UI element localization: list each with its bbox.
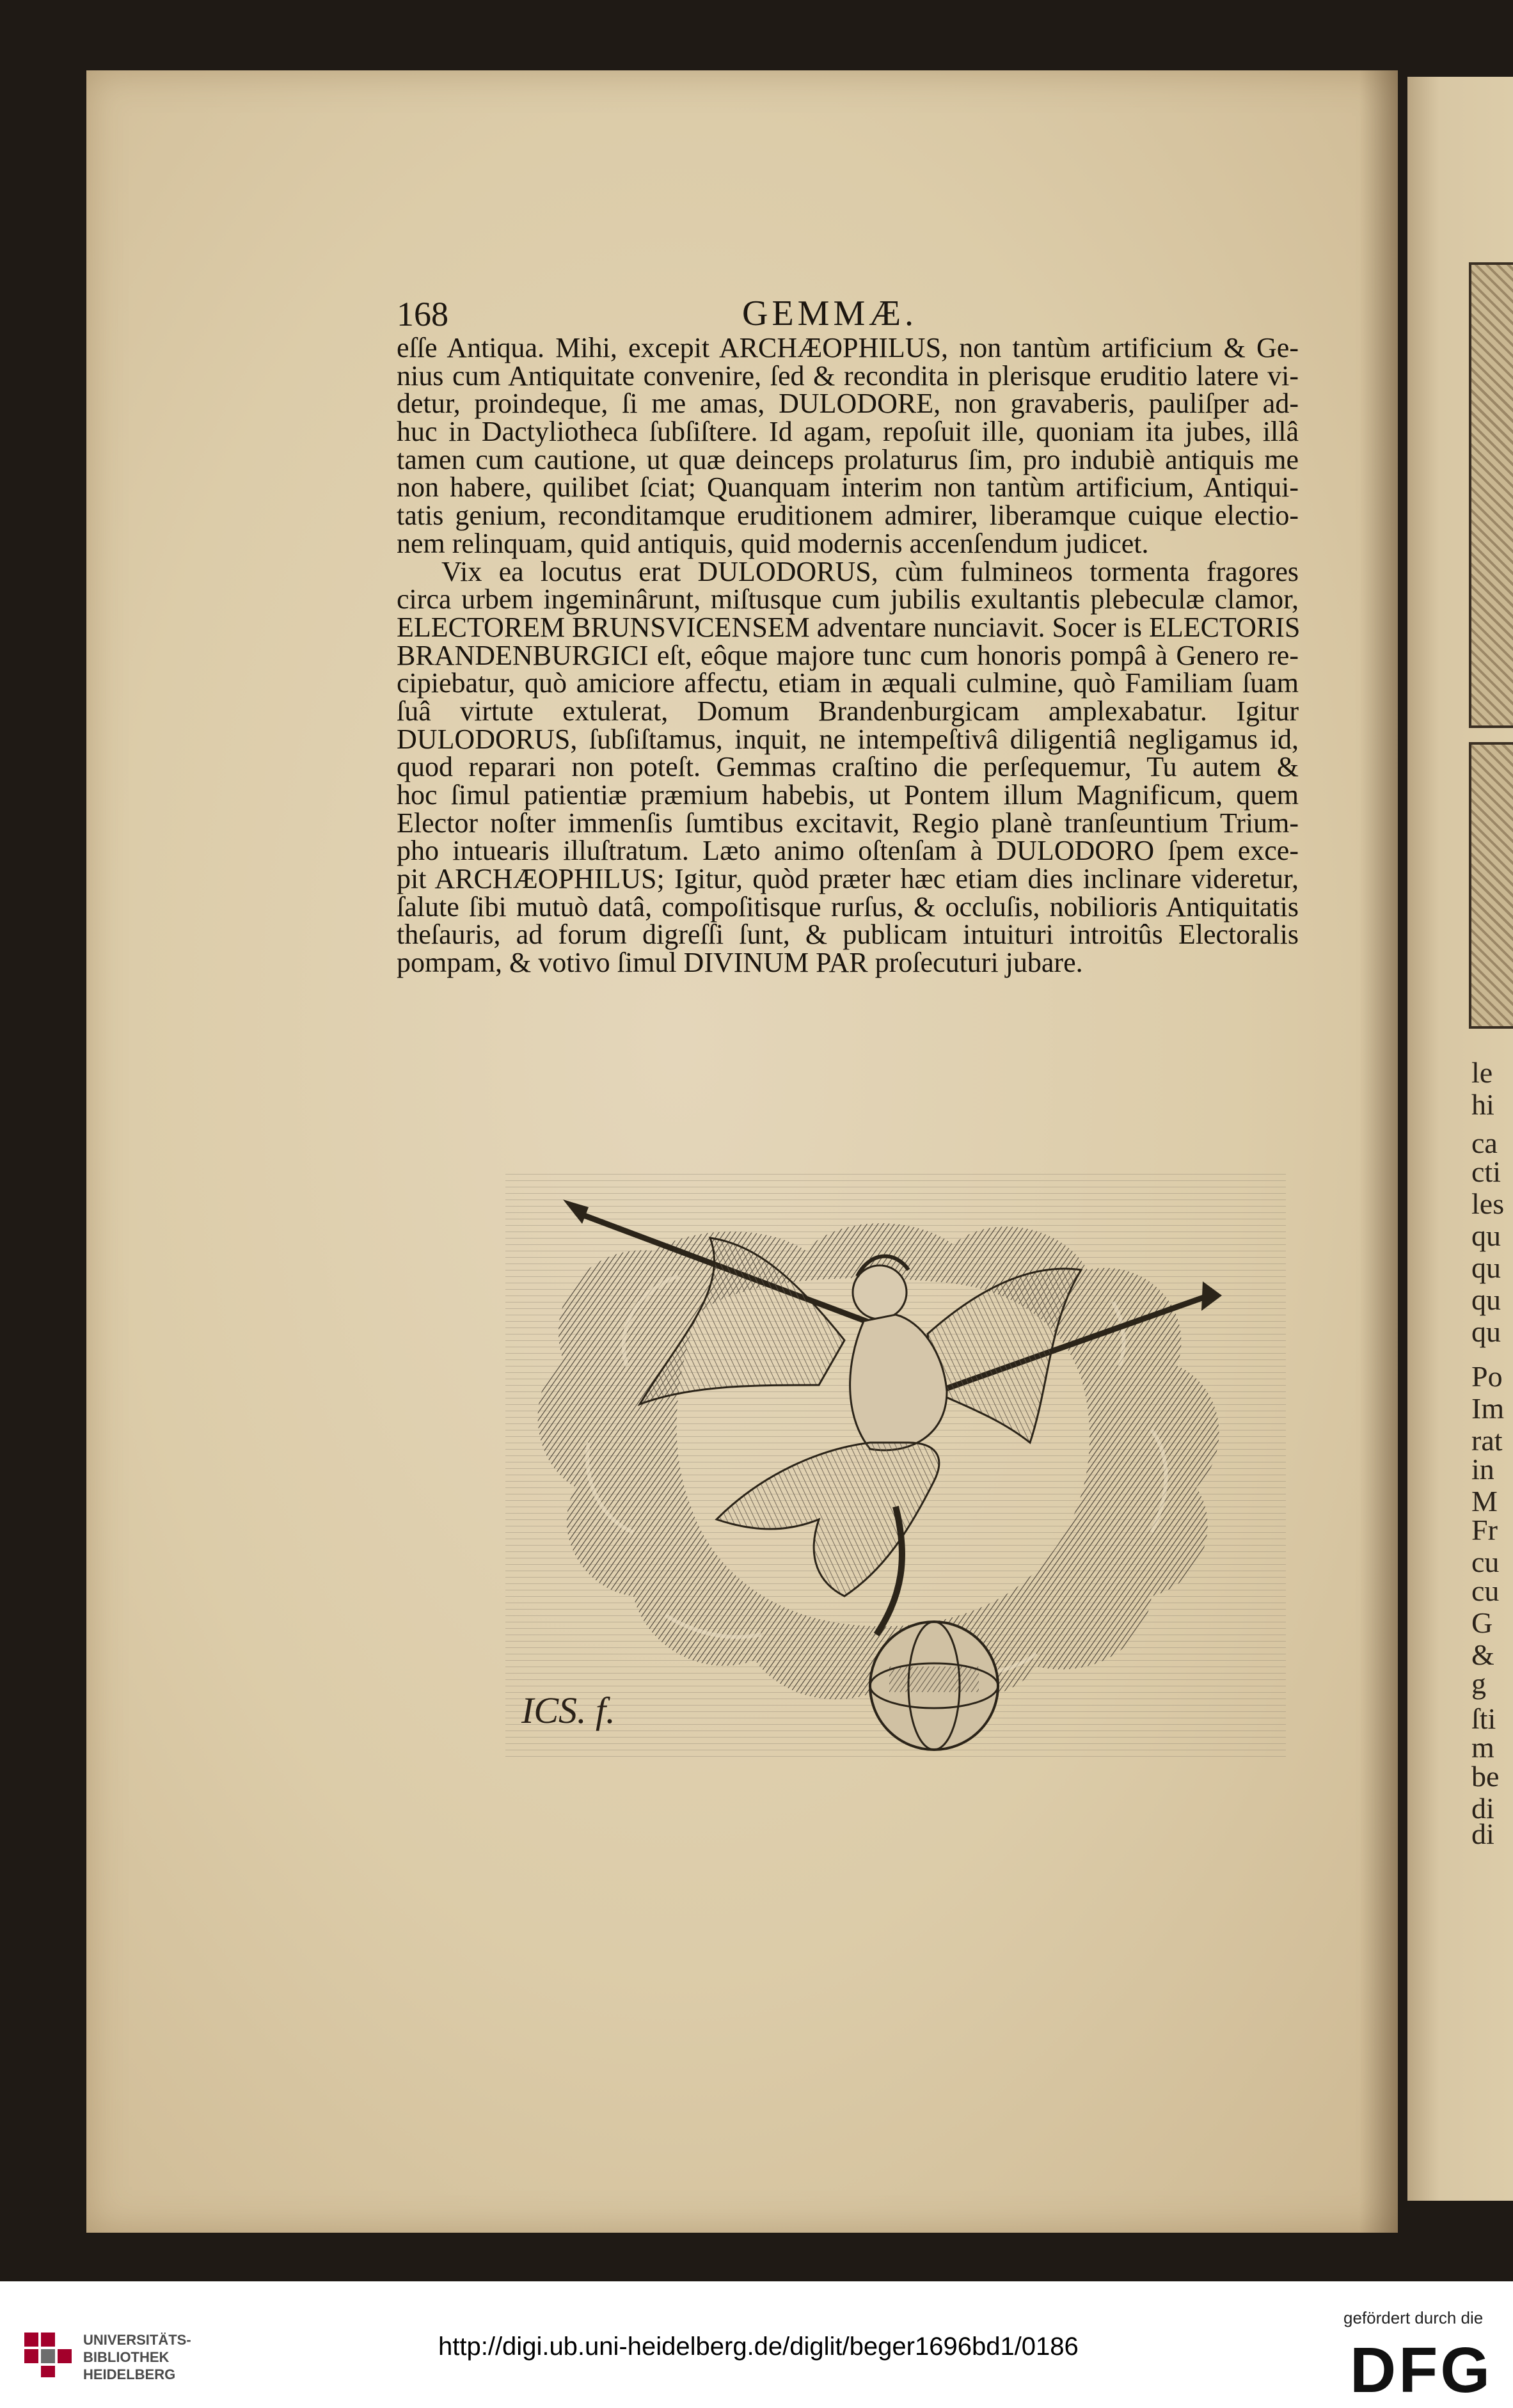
adjacent-text-fragment: hi: [1471, 1088, 1494, 1121]
institution-line: BIBLIOTHEK: [83, 2349, 170, 2365]
text-line: tatis genium, reconditamque eruditionem admirer, liberamque cuique electio-: [397, 500, 1299, 532]
institution-line: UNIVERSITÄTS-: [83, 2332, 191, 2348]
running-head: GEMMÆ.: [742, 294, 918, 333]
text-line: nem relinquam, quid antiquis, quid modernis accenſendum judicet.: [397, 527, 1149, 559]
engraver-signature: ICS. f.: [521, 1690, 615, 1731]
adjacent-text-fragment: be: [1471, 1760, 1500, 1793]
page-header: [397, 294, 1305, 333]
text-line: cipiebatur, quò amiciore affectu, etiam in æquali culmine, quò Familiam ſuam: [397, 667, 1299, 699]
adjacent-text-fragment: ſti: [1471, 1702, 1496, 1735]
adjacent-text-fragment: rat: [1471, 1424, 1503, 1457]
text-line: theſauris, ad forum digreſſi ſunt, & publicam intuituri introitûs Electoralis: [397, 919, 1299, 951]
adjacent-text-fragment: in: [1471, 1453, 1494, 1485]
adjacent-text-fragment: Po: [1471, 1360, 1503, 1393]
adjacent-text-fragment: m: [1471, 1731, 1494, 1764]
text-line: ſuâ virtute extulerat, Domum Brandenburgicam amplexabatur. Igitur: [397, 695, 1299, 727]
text-line: Elector noſter immenſis ſumtibus excitavit, Regio planè tranſeuntium Trium-: [397, 807, 1299, 839]
viewer-footer: [0, 2281, 1513, 2408]
text-line: nius cum Antiquitate convenire, ſed & recondita in plerisque eruditio latere vi-: [397, 360, 1299, 392]
text-line: huc in Dactyliotheca ſubſiſtere. Id agam, repoſuit ille, quoniam ita jubes, illâ: [397, 416, 1299, 448]
adjacent-text-fragment: Im: [1471, 1392, 1505, 1425]
text-line: detur, proindeque, ſi me amas, DULODORE, non gravaberis, pauliſper ad-: [397, 388, 1299, 420]
text-line: non habere, quilibet ſciat; Quanquam interim non tantùm artificium, Antiqui-: [397, 471, 1299, 503]
page-number: 168: [397, 295, 448, 333]
adjacent-text-fragment: cu: [1471, 1546, 1500, 1578]
adjacent-text-fragment: G: [1471, 1606, 1493, 1639]
text-line: Vix ea locutus erat DULODORUS, cùm fulmineos tormenta fragores: [441, 555, 1299, 587]
dfg-logo: DFG: [1350, 2334, 1493, 2406]
funding-caption: gefördert durch die: [1343, 2308, 1484, 2327]
text-line: DULODORUS, ſubſiſtamus, inquit, ne intempeſtivâ diligentiâ negligamus id,: [397, 723, 1299, 755]
adjacent-text-fragment: cti: [1471, 1155, 1501, 1188]
permalink-url[interactable]: http://digi.ub.uni-heidelberg.de/diglit/beger1696bd1/0186: [438, 2333, 1079, 2361]
adjacent-text-fragment: qu: [1471, 1283, 1501, 1316]
text-line: pompam, & votivo ſimul DIVINUM PAR proſecuturi jubare.: [397, 947, 1083, 979]
adjacent-page-ornament-bottom: [1469, 742, 1513, 1029]
text-line: eſſe Antiqua. Mihi, excepit ARCHÆOPHILUS, non tantùm artificium & Ge-: [397, 332, 1299, 363]
adjacent-text-fragment: g: [1471, 1667, 1486, 1700]
university-library-logo-icon: [24, 2333, 72, 2377]
text-line: pho intuearis illuſtratum. Læto animo oſtenſam à DULODORO ſpem exce-: [397, 835, 1299, 867]
text-line: circa urbem ingeminârunt, miſtusque cum jubilis exultantis plebeculæ clamor,: [397, 583, 1299, 615]
adjacent-text-fragment: les: [1471, 1187, 1505, 1220]
adjacent-page-ornament-top: [1469, 262, 1513, 728]
body-text: [397, 334, 1299, 977]
text-line: quod reparari non poteſt. Gemmas craſtino die perſequemur, Tu autem &: [397, 751, 1299, 783]
institution-line: HEIDELBERG: [83, 2366, 176, 2382]
text-line: BRANDENBURGICI eſt, eôque majore tunc cum honoris pompâ à Genero re-: [397, 639, 1299, 671]
adjacent-text-fragment: di: [1471, 1792, 1494, 1825]
adjacent-text-fragment: M: [1471, 1485, 1498, 1517]
angel-engraving: [486, 1174, 1299, 1775]
adjacent-text-fragment: qu: [1471, 1251, 1501, 1284]
adjacent-text-fragment: Fr: [1471, 1514, 1498, 1546]
adjacent-text-fragment: qu: [1471, 1219, 1501, 1252]
text-line: tamen cum cautione, ut quæ deinceps prolaturus ſim, pro indubiè antiquis me: [397, 443, 1299, 475]
text-line: ſalute ſibi mutuò datâ, compoſitisque rurſus, & occluſis, nobilioris Antiquitatis: [397, 891, 1299, 923]
adjacent-text-fragment: le: [1471, 1056, 1493, 1089]
adjacent-text-fragment: di: [1471, 1818, 1494, 1850]
university-library-name: [83, 2331, 191, 2383]
adjacent-text-fragment: &: [1471, 1638, 1494, 1671]
adjacent-text-fragment: qu: [1471, 1315, 1501, 1348]
text-line: ELECTOREM BRUNSVICENSEM adventare nunciavit. Socer is ELECTORIS: [397, 611, 1301, 643]
text-line: hoc ſimul patientiæ præmium habebis, ut Pontem illum Magnificum, quem: [397, 779, 1299, 811]
text-line: pit ARCHÆOPHILUS; Igitur, quòd præter hæc etiam dies inclinare videretur,: [397, 863, 1299, 895]
adjacent-text-fragment: cu: [1471, 1574, 1500, 1607]
adjacent-text-fragment: ca: [1471, 1127, 1498, 1159]
